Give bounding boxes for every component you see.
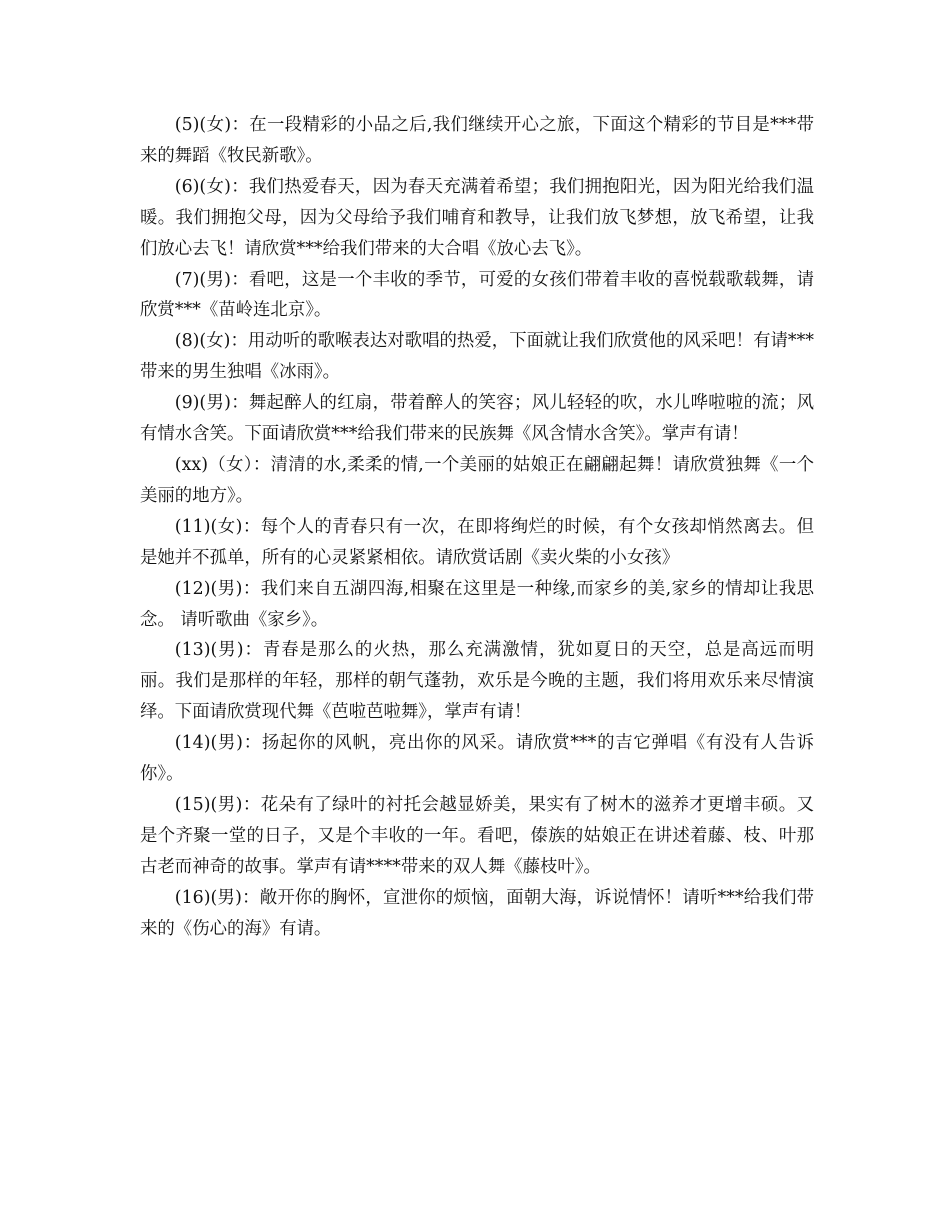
paragraph-12: (12)(男)：我们来自五湖四海,相聚在这里是一种缘,而家乡的美,家乡的情却让我思念。 请听歌曲《家乡》。: [140, 578, 814, 630]
paragraph-5: (5)(女)：在一段精彩的小品之后,我们继续开心之旅，下面这个精彩的节目是***带来的舞蹈《牧民新歌》。: [140, 115, 814, 166]
paragraph-7: (7)(男)：看吧，这是一个丰收的季节，可爱的女孩们带着丰收的喜悦载歌载舞，请欣赏***《苗岭连北京》。: [140, 269, 814, 321]
paragraph-xx: (xx)（女）：清清的水,柔柔的情,一个美丽的姑娘正在翩翩起舞！请欣赏独舞《一个美丽的地方》。: [140, 454, 814, 506]
paragraph-13: (13)(男)：青春是那么的火热，那么充满激情，犹如夏日的天空，总是高远而明丽。我们是那样的年轻，那样的朝气蓬勃，欢乐是今晚的主题，我们将用欢乐来尽情演绎。下面请欣赏现代舞《芭啦芭啦舞》，掌声有请！: [140, 640, 814, 723]
document-body: [140, 110, 814, 944]
paragraph-11: (11)(女)：每个人的青春只有一次，在即将绚烂的时候，有个女孩却悄然离去。但是她并不孤单，所有的心灵紧紧相依。请欣赏话剧《卖火柴的小女孩》: [140, 516, 814, 568]
paragraph-6: (6)(女)：我们热爱春天，因为春天充满着希望；我们拥抱阳光，因为阳光给我们温暖。我们拥抱父母，因为父母给予我们哺育和教导，让我们放飞梦想，放飞希望，让我们放心去飞！请欣赏***给我们带来的大合唱《放心去飞》。: [140, 176, 814, 259]
paragraph-9: (9)(男)：舞起醉人的红扇，带着醉人的笑容；风儿轻轻的吹，水儿哗啦啦的流；风有情水含笑。下面请欣赏***给我们带来的民族舞《风含情水含笑》。掌声有请！: [140, 393, 814, 445]
paragraph-16: (16)(男)：敞开你的胸怀，宣泄你的烦恼，面朝大海，诉说情怀！请听***给我们带来的《伤心的海》有请。: [140, 887, 814, 939]
paragraph-8: (8)(女)：用动听的歌喉表达对歌唱的热爱，下面就让我们欣赏他的风采吧！有请***带来的男生独唱《冰雨》。: [140, 331, 814, 383]
paragraph-15: (15)(男)：花朵有了绿叶的衬托会越显娇美，果实有了树木的滋养才更增丰硕。又是个齐聚一堂的日子，又是个丰收的一年。看吧，傣族的姑娘正在讲述着藤、枝、叶那古老而神奇的故事。掌声有请****带来的双人舞《藤枝叶》。: [140, 794, 814, 877]
paragraph-14: (14)(男)：扬起你的风帆，亮出你的风采。请欣赏***的吉它弹唱《有没有人告诉你》。: [140, 733, 814, 785]
